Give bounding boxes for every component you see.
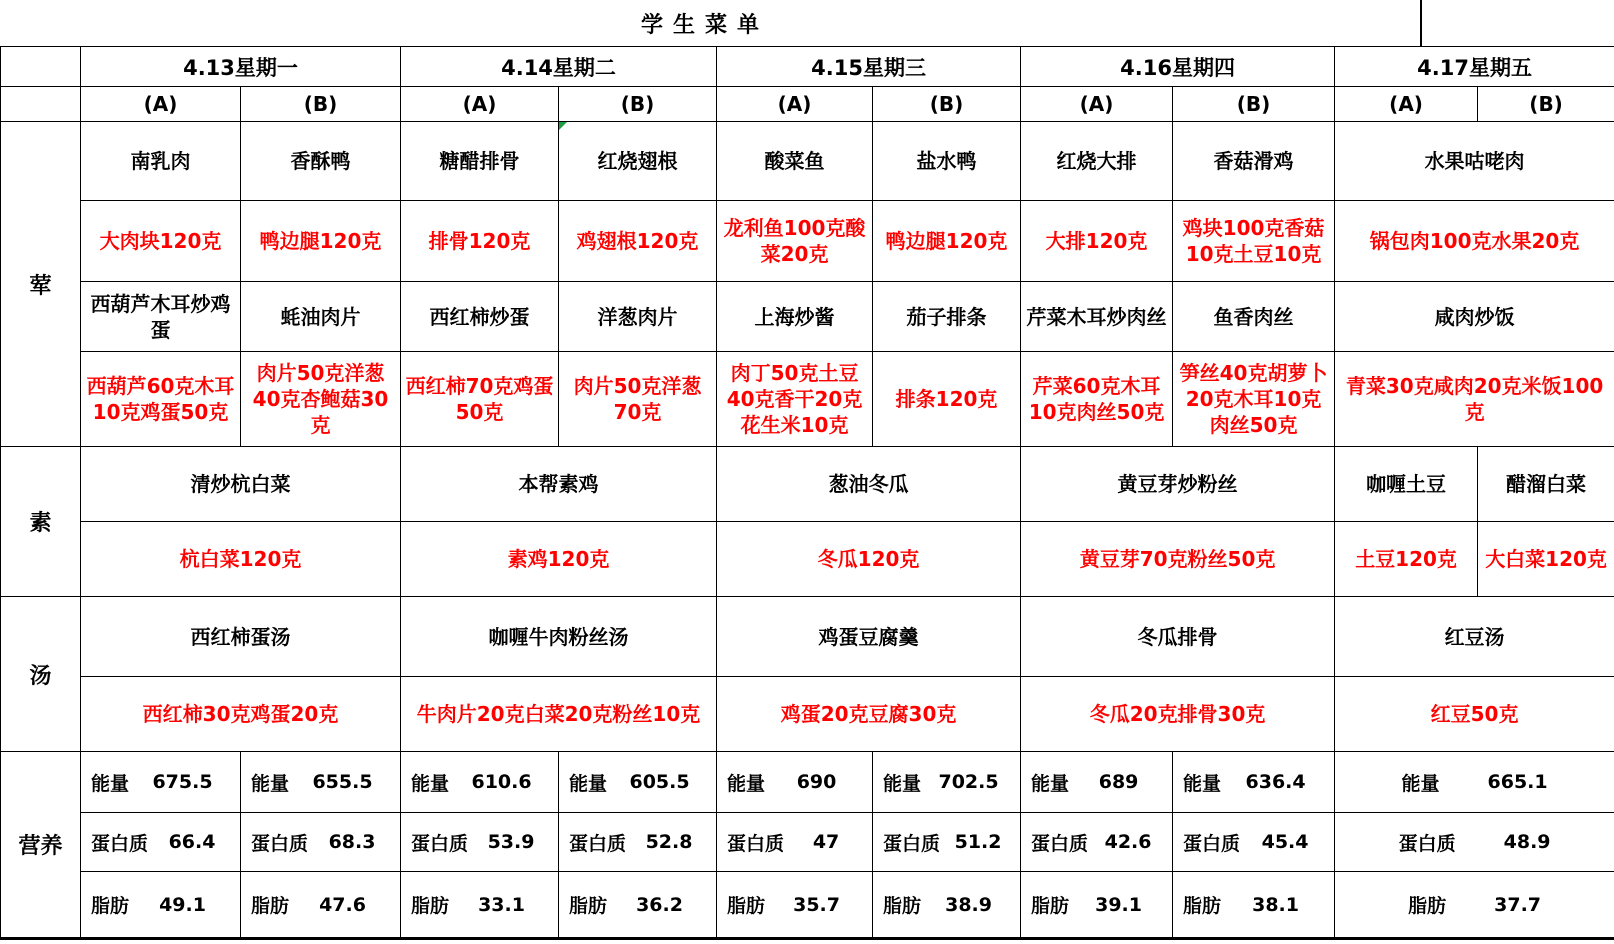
ab-header: (B) <box>873 87 1021 122</box>
veg-dish-row <box>1 447 1614 522</box>
cell-comment-flag-icon <box>559 122 567 130</box>
portion-cell: 芹菜60克木耳10克肉丝50克 <box>1021 352 1173 447</box>
nutrition-label: 蛋白质 <box>727 832 785 855</box>
nutrition-cell <box>1021 813 1173 872</box>
dish-cell: 红豆汤 <box>1335 597 1614 677</box>
nutrition-label: 能量 <box>91 772 130 795</box>
dish-cell: 水果咕咾肉 <box>1335 122 1614 201</box>
nutrition-cell <box>1173 752 1335 813</box>
nutrition-label: 蛋白质 <box>1031 832 1089 855</box>
nutrition-value: 49.1 <box>159 893 206 916</box>
nutrition-label: 能量 <box>1183 772 1222 795</box>
nutrition-value: 68.3 <box>328 831 376 853</box>
date-header-thu: 4.16星期四 <box>1021 47 1335 87</box>
nutrition-cell <box>1021 752 1173 813</box>
nutrition-value: 45.4 <box>1261 831 1309 853</box>
portion-cell: 排条120克 <box>873 352 1021 447</box>
portion-cell: 杭白菜120克 <box>81 522 401 597</box>
dish-cell: 醋溜白菜 <box>1478 447 1614 522</box>
nutrition-value: 605.5 <box>629 771 690 793</box>
nutrition-value: 636.4 <box>1245 771 1306 793</box>
ab-header: (A) <box>717 87 873 122</box>
dish-cell: 西红柿炒蛋 <box>401 282 559 352</box>
nutrition-value: 42.6 <box>1104 831 1152 853</box>
nutrition-cell <box>1173 813 1335 872</box>
portion-cell: 肉片50克洋葱40克杏鲍菇30克 <box>241 352 401 447</box>
dish-cell: 咖喱牛肉粉丝汤 <box>401 597 717 677</box>
dish-cell: 洋葱肉片 <box>559 282 717 352</box>
nutrition-label: 能量 <box>411 772 450 795</box>
ab-header: (A) <box>1335 87 1478 122</box>
portion-cell: 肉片50克洋葱70克 <box>559 352 717 447</box>
nutrition-label: 脂肪 <box>883 895 922 917</box>
dish-cell: 葱油冬瓜 <box>717 447 1021 522</box>
dish-cell: 糖醋排骨 <box>401 122 559 201</box>
dish-cell: 盐水鸭 <box>873 122 1021 201</box>
portion-cell: 西红柿70克鸡蛋50克 <box>401 352 559 447</box>
ab-header: (B) <box>241 87 401 122</box>
nutrition-value: 689 <box>1098 771 1139 793</box>
section-label-meat: 荤 <box>1 122 81 447</box>
nutrition-label: 蛋白质 <box>91 832 149 855</box>
nutrition-value: 51.2 <box>954 831 1002 853</box>
nutrition-value: 38.1 <box>1252 893 1299 916</box>
portion-cell: 鸭边腿120克 <box>873 201 1021 282</box>
nutrition-label: 蛋白质 <box>251 832 309 855</box>
nutrition-label: 脂肪 <box>251 895 290 917</box>
dish-cell: 冬瓜排骨 <box>1021 597 1335 677</box>
nutrition-cell <box>559 813 717 872</box>
portion-cell: 笋丝40克胡萝卜20克木耳10克肉丝50克 <box>1173 352 1335 447</box>
nutrition-value: 702.5 <box>938 771 999 793</box>
dish-cell: 茄子排条 <box>873 282 1021 352</box>
dish-cell: 鱼香肉丝 <box>1173 282 1335 352</box>
portion-cell: 红豆50克 <box>1335 677 1614 752</box>
nutrition-cell <box>401 813 559 872</box>
soup-portion-row <box>1 677 1614 752</box>
nutrition-cell <box>717 813 873 872</box>
dish-cell: 西葫芦木耳炒鸡蛋 <box>81 282 241 352</box>
nutrition-value: 36.2 <box>636 893 683 916</box>
ab-header: (A) <box>1021 87 1173 122</box>
meat-portion2-row <box>1 352 1614 447</box>
ab-header: (A) <box>81 87 241 122</box>
dish-cell: 酸菜鱼 <box>717 122 873 201</box>
soup-dish-row <box>1 597 1614 677</box>
section-label-soup: 汤 <box>1 597 81 752</box>
dish-cell: 清炒杭白菜 <box>81 447 401 522</box>
veg-portion-row <box>1 522 1614 597</box>
nutrition-cell <box>1173 872 1335 939</box>
nutrition-cell <box>81 813 241 872</box>
nutrition-label: 脂肪 <box>1031 895 1070 917</box>
nutrition-value: 610.6 <box>471 771 532 793</box>
nutrition-fat-row <box>1 872 1614 939</box>
ab-header: (B) <box>1173 87 1335 122</box>
dish-cell: 蚝油肉片 <box>241 282 401 352</box>
dish-cell: 黄豆芽炒粉丝 <box>1021 447 1335 522</box>
nutrition-cell <box>401 752 559 813</box>
nutrition-cell <box>873 872 1021 939</box>
ab-header: (B) <box>1478 87 1614 122</box>
title-band <box>0 0 1614 46</box>
date-header-tue: 4.14星期二 <box>401 47 717 87</box>
dish-cell: 鸡蛋豆腐羹 <box>717 597 1021 677</box>
portion-cell: 冬瓜20克排骨30克 <box>1021 677 1335 752</box>
portion-cell: 西红柿30克鸡蛋20克 <box>81 677 401 752</box>
meat-portion1-row <box>1 201 1614 282</box>
dish-cell: 芹菜木耳炒肉丝 <box>1021 282 1173 352</box>
date-header-fri: 4.17星期五 <box>1335 47 1614 87</box>
portion-cell: 黄豆芽70克粉丝50克 <box>1021 522 1335 597</box>
portion-cell: 土豆120克 <box>1335 522 1478 597</box>
nutrition-value: 690 <box>796 771 837 793</box>
portion-cell: 鸡块100克香菇10克土豆10克 <box>1173 201 1335 282</box>
nutrition-label: 蛋白质 <box>883 832 941 855</box>
dish-cell: 香菇滑鸡 <box>1173 122 1335 201</box>
page-title: 学生菜单 <box>640 13 769 38</box>
nutrition-cell <box>1335 872 1614 939</box>
nutrition-protein-row <box>1 813 1614 872</box>
nutrition-cell <box>241 752 401 813</box>
nutrition-value: 33.1 <box>478 893 525 916</box>
meat-dish2-row <box>1 282 1614 352</box>
nutrition-cell <box>1335 752 1614 813</box>
portion-cell: 鸭边腿120克 <box>241 201 401 282</box>
dish-cell: 南乳肉 <box>81 122 241 201</box>
dish-cell: 咖喱土豆 <box>1335 447 1478 522</box>
nutrition-value: 66.4 <box>168 831 216 853</box>
nutrition-label: 能量 <box>1401 772 1440 795</box>
nutrition-value: 675.5 <box>152 771 213 793</box>
corner-cell <box>1 47 81 87</box>
nutrition-value: 47.6 <box>319 893 366 916</box>
portion-cell: 冬瓜120克 <box>717 522 1021 597</box>
nutrition-cell <box>873 813 1021 872</box>
portion-cell: 西葫芦60克木耳10克鸡蛋50克 <box>81 352 241 447</box>
nutrition-label: 能量 <box>727 772 766 795</box>
dish-cell: 西红柿蛋汤 <box>81 597 401 677</box>
ab-header: (B) <box>559 87 717 122</box>
nutrition-cell <box>873 752 1021 813</box>
portion-cell: 鸡翅根120克 <box>559 201 717 282</box>
nutrition-value: 35.7 <box>793 893 840 916</box>
nutrition-value: 52.8 <box>645 831 693 853</box>
portion-cell: 素鸡120克 <box>401 522 717 597</box>
date-header-row <box>1 47 1614 87</box>
nutrition-label: 能量 <box>251 772 290 795</box>
portion-cell: 大肉块120克 <box>81 201 241 282</box>
empty-cell <box>1 87 81 122</box>
nutrition-cell <box>81 752 241 813</box>
portion-cell: 大白菜120克 <box>1478 522 1614 597</box>
nutrition-value: 47 <box>812 831 840 853</box>
nutrition-value: 48.9 <box>1503 831 1551 853</box>
nutrition-label: 脂肪 <box>569 895 608 917</box>
portion-cell: 龙利鱼100克酸菜20克 <box>717 201 873 282</box>
nutrition-label: 能量 <box>883 772 922 795</box>
nutrition-value: 38.9 <box>945 893 992 916</box>
dish-cell: 红烧大排 <box>1021 122 1173 201</box>
nutrition-label: 蛋白质 <box>411 832 469 855</box>
nutrition-value: 665.1 <box>1487 771 1548 793</box>
portion-cell: 鸡蛋20克豆腐30克 <box>717 677 1021 752</box>
meat-dish1-row <box>1 122 1614 201</box>
nutrition-label: 脂肪 <box>91 895 130 917</box>
nutrition-cell <box>559 752 717 813</box>
nutrition-label: 脂肪 <box>1183 895 1222 917</box>
date-header-mon: 4.13星期一 <box>81 47 401 87</box>
portion-cell: 锅包肉100克水果20克 <box>1335 201 1614 282</box>
nutrition-cell <box>241 813 401 872</box>
section-label-veg: 素 <box>1 447 81 597</box>
portion-cell: 青菜30克咸肉20克米饭100克 <box>1335 352 1614 447</box>
ab-header-row <box>1 87 1614 122</box>
nutrition-energy-row <box>1 752 1614 813</box>
ab-header: (A) <box>401 87 559 122</box>
nutrition-label: 蛋白质 <box>1398 832 1456 855</box>
top-right-cell-divider <box>1420 0 1422 46</box>
section-label-nutrition: 营养 <box>1 752 81 939</box>
nutrition-value: 53.9 <box>487 831 535 853</box>
dish-cell: 香酥鸭 <box>241 122 401 201</box>
nutrition-value: 37.7 <box>1494 893 1542 916</box>
nutrition-cell <box>241 872 401 939</box>
portion-cell: 牛肉片20克白菜20克粉丝10克 <box>401 677 717 752</box>
nutrition-label: 蛋白质 <box>1183 832 1241 855</box>
menu-table <box>0 46 1614 940</box>
nutrition-label: 脂肪 <box>727 895 766 917</box>
nutrition-cell <box>717 872 873 939</box>
nutrition-label: 蛋白质 <box>569 832 627 855</box>
nutrition-value: 655.5 <box>312 771 373 793</box>
nutrition-label: 能量 <box>569 772 608 795</box>
nutrition-label: 脂肪 <box>411 895 450 917</box>
nutrition-cell <box>717 752 873 813</box>
portion-cell: 排骨120克 <box>401 201 559 282</box>
nutrition-value: 39.1 <box>1095 893 1142 916</box>
nutrition-label: 能量 <box>1031 772 1070 795</box>
nutrition-cell <box>559 872 717 939</box>
portion-cell: 大排120克 <box>1021 201 1173 282</box>
nutrition-label: 脂肪 <box>1408 895 1447 917</box>
dish-cell: 上海炒酱 <box>717 282 873 352</box>
date-header-wed: 4.15星期三 <box>717 47 1021 87</box>
portion-cell: 肉丁50克土豆40克香干20克花生米10克 <box>717 352 873 447</box>
nutrition-cell <box>1021 872 1173 939</box>
dish-cell <box>559 122 717 201</box>
nutrition-cell <box>1335 813 1614 872</box>
dish-text: 红烧翅根 <box>597 149 678 173</box>
nutrition-cell <box>401 872 559 939</box>
nutrition-cell <box>81 872 241 939</box>
dish-cell: 咸肉炒饭 <box>1335 282 1614 352</box>
dish-cell: 本帮素鸡 <box>401 447 717 522</box>
